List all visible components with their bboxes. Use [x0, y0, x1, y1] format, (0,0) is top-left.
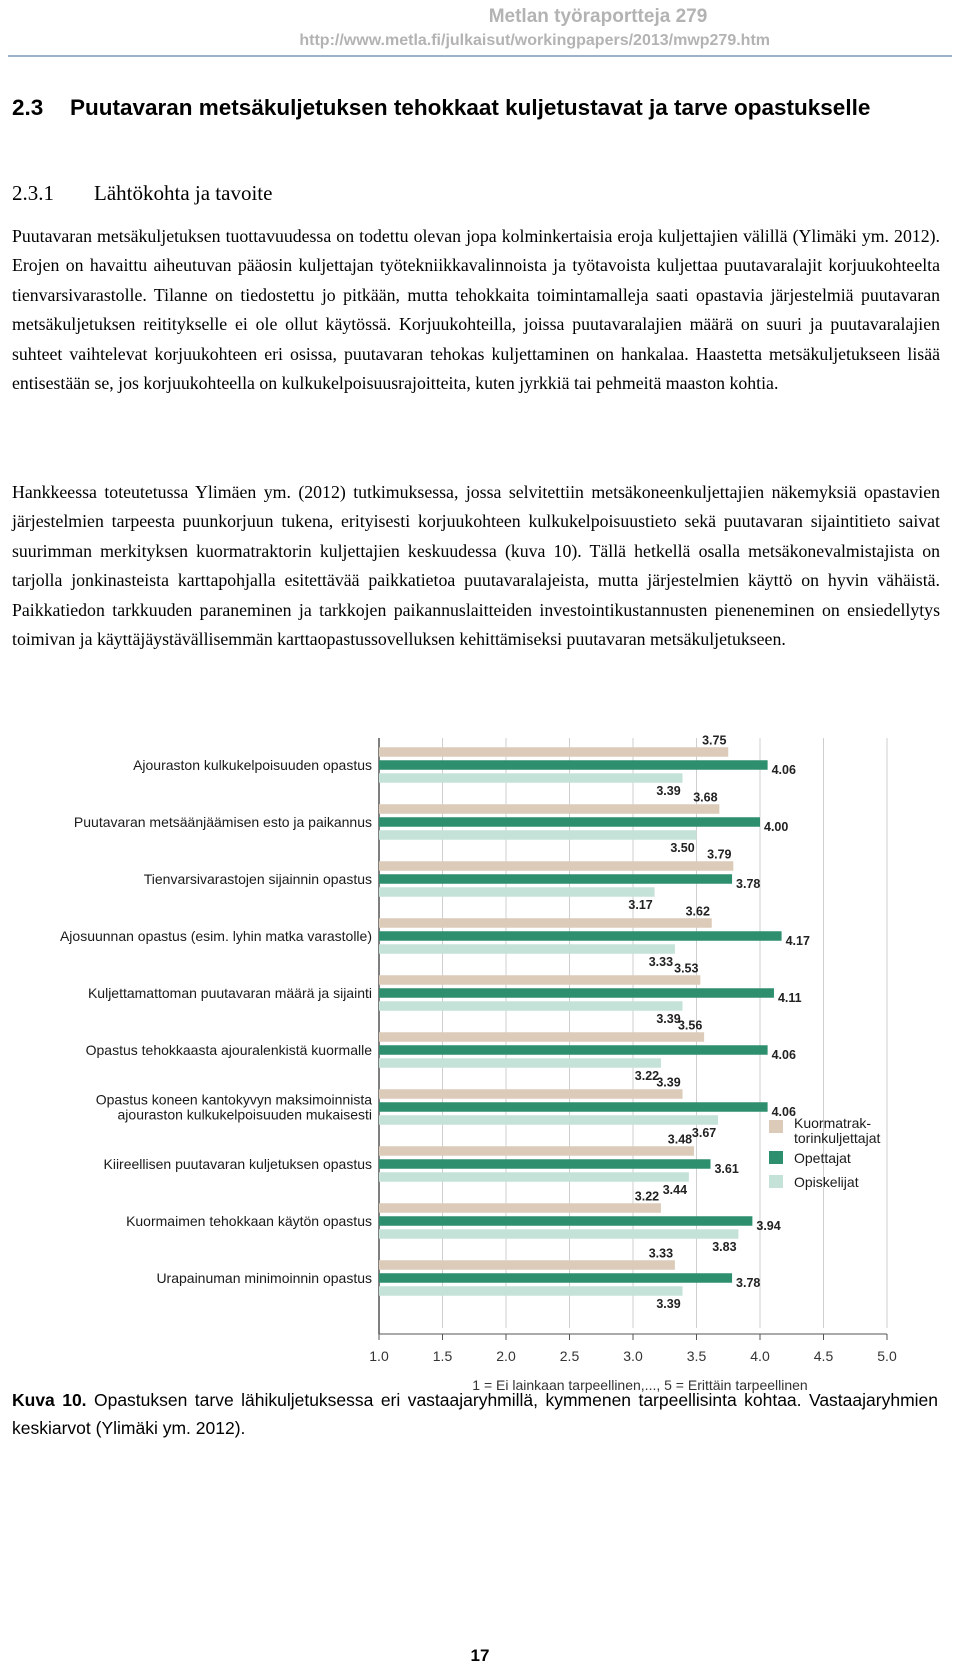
header-divider	[8, 55, 952, 57]
data-label: 3.22	[634, 1189, 660, 1204]
x-tick-label: 3.5	[686, 1348, 707, 1364]
data-label: 3.39	[656, 783, 681, 798]
legend-label: Kuormatrak-	[794, 1115, 872, 1131]
bar	[379, 1229, 738, 1239]
legend-swatch	[769, 1120, 783, 1133]
data-label: 3.33	[648, 1246, 674, 1261]
category-label: Tienvarsivarastojen sijainnin opastus	[143, 871, 372, 887]
subsection-heading	[12, 181, 272, 206]
category-label: Ajosuunnan opastus (esim. lyhin matka varastolle)	[59, 928, 372, 944]
category-label: Kiireellisen puutavaran kuljetuksen opastus	[103, 1156, 372, 1172]
bar	[379, 1172, 689, 1182]
bar	[379, 931, 782, 941]
x-tick-label: 3.0	[623, 1348, 643, 1364]
subsection-number: 2.3.1	[12, 181, 54, 205]
category-label: Opastus tehokkaasta ajouralenkistä kuormalle	[85, 1042, 372, 1058]
data-label: 3.61	[714, 1161, 739, 1176]
data-label: 3.78	[736, 876, 761, 891]
bar	[379, 1260, 675, 1270]
bar	[379, 1216, 752, 1226]
x-axis-label: 1 = Ei lainkaan tarpeellinen,..., 5 = Erittäin tarpeellinen	[472, 1377, 808, 1393]
data-label: 3.53	[674, 961, 699, 976]
bar	[379, 1159, 710, 1169]
paragraph: Puutavaran metsäkuljetuksen tuottavuudessa on todettu olevan jopa kolminkertaisia eroja kuljettajien välillä (Ylimäki ym. 2012). Erojen on havaittu aiheutuvan pääosin kuljettajan työtekniikkavalinnoista ja työtavoista kuljettaa puutavaralajit korjuukohteelta tienvarsivarastolle. Tilanne on tiedostettu jo pitkään, mutta tehokkaita toimintamalleja saati opastavia järjestelmiä puutavaran metsäkuljetuksen reititykselle ei ole ollut käytössä. Korjuukohteilla, joissa puutavaralajien määrä on suuri ja puutavaralajien suhteet vaihtelevat korjuukohteen eri osissa, puutavaran tehokas kuljettaminen on hankalaa. Haastetta metsäkuljetukseen lisää entisestään se, jos korjuukohteella on kulkukelpoisuusrajoitteita, kuten jyrkkiä tai pehmeitä maaston kohtia.	[12, 226, 940, 394]
bar	[379, 975, 700, 985]
data-label: 4.17	[785, 933, 810, 948]
data-label: 3.94	[756, 1218, 781, 1233]
data-label: 3.33	[648, 954, 674, 969]
bar	[379, 1089, 683, 1099]
x-tick-label: 1.0	[369, 1348, 389, 1364]
data-label: 4.11	[777, 990, 802, 1005]
bar	[379, 817, 760, 827]
bar	[379, 747, 728, 757]
legend-label: Opiskelijat	[794, 1174, 859, 1190]
data-label: 3.62	[685, 904, 710, 919]
paragraph: Hankkeessa toteutetussa Ylimäen ym. (2012) tutkimuksessa, jossa selvitettiin metsäkoneenkuljettajien näkemyksiä opastavien järjestelmien tarpeesta puunkorjuun tukena, erityisesti korjuukohteen kulkukelpoisuustieto sekä puutavaran sijaintitieto saivat suurimman merkityksen kuormatraktorin kuljettajien keskuudessa (kuva 10). Tällä hetkellä osalla metsäkonevalmistajista on tarjolla jonkinasteista karttapohjalla esitettävää paikkatietoa puutavaralajeista, mutta järjestelmien käyttö on hyvin vähäistä. Paikkatiedon tarkkuuden paraneminen ja tarkkojen paikannuslaitteiden investointikustannusten pieneneminen on ensiedellytys toimivan ja käyttäjäystävällisemmän karttaopastussovelluksen kehittämiseksi puutavaran metsäkuljetukseen.	[12, 482, 940, 650]
bar	[379, 887, 655, 897]
data-label: 4.06	[771, 762, 796, 777]
data-label: 4.06	[771, 1104, 796, 1119]
report-series-title: Metlan työraportteja 279	[488, 6, 708, 27]
x-tick-label: 2.5	[559, 1348, 580, 1364]
bar	[379, 1058, 661, 1068]
bar	[379, 874, 732, 884]
report-url[interactable]: http://www.metla.fi/julkaisut/workingpapers/2013/mwp279.htm	[299, 32, 770, 49]
category-label: Kuljettamattoman puutavaran määrä ja sijainti	[87, 985, 372, 1001]
bar	[379, 861, 733, 871]
data-label: 3.79	[707, 847, 732, 862]
section-heading	[12, 92, 912, 123]
data-label: 3.56	[677, 1018, 703, 1033]
bar	[379, 1203, 661, 1213]
bar	[379, 760, 768, 770]
bar	[379, 1045, 768, 1055]
data-label: 3.68	[693, 790, 718, 805]
data-label: 3.78	[736, 1275, 761, 1290]
category-label: Opastus koneen kantokyvyn maksimoinnista	[95, 1091, 372, 1108]
subsection-title: Lähtökohta ja tavoite	[94, 181, 273, 205]
bar-chart	[0, 733, 960, 1393]
x-tick-label: 2.0	[496, 1348, 516, 1364]
bar	[379, 1273, 732, 1283]
figure-caption	[12, 1386, 938, 1442]
bar	[379, 1001, 683, 1011]
data-label: 3.50	[670, 840, 695, 855]
x-tick-label: 5.0	[877, 1348, 897, 1364]
data-label: 3.75	[702, 733, 727, 748]
bar	[379, 1032, 704, 1042]
x-tick-label: 4.0	[750, 1348, 770, 1364]
bar	[379, 1286, 683, 1296]
page-number: 17	[470, 1646, 490, 1665]
category-label: Urapainuman minimoinnin opastus	[156, 1270, 372, 1286]
category-label: ajouraston kulkukelpoisuuden mukaisesti	[117, 1106, 372, 1123]
category-label: Ajouraston kulkukelpoisuuden opastus	[133, 757, 372, 773]
legend-swatch	[769, 1175, 783, 1188]
bar	[379, 773, 683, 783]
legend-label: torinkuljettajat	[794, 1130, 881, 1146]
bar	[379, 830, 697, 840]
bar	[379, 804, 719, 814]
data-label: 3.22	[634, 1068, 660, 1083]
legend-swatch	[769, 1151, 783, 1164]
x-tick-label: 4.5	[813, 1348, 834, 1364]
category-label: Puutavaran metsäänjäämisen esto ja paikannus	[73, 814, 372, 830]
data-label: 3.39	[656, 1075, 681, 1090]
x-tick-label: 1.5	[432, 1348, 453, 1364]
section-title: Puutavaran metsäkuljetuksen tehokkaat kuljetustavat ja tarve opastukselle	[70, 95, 871, 120]
data-label: 4.00	[764, 819, 789, 834]
data-label: 3.48	[667, 1132, 693, 1147]
data-label: 3.44	[662, 1182, 688, 1197]
data-label: 3.39	[656, 1011, 681, 1026]
data-label: 3.17	[628, 897, 653, 912]
category-label: Kuormaimen tehokkaan käytön opastus	[126, 1213, 372, 1229]
bar	[379, 918, 712, 928]
data-label: 3.67	[691, 1125, 717, 1140]
figure-label: Kuva 10.	[12, 1390, 87, 1410]
bar	[379, 1115, 718, 1125]
data-label: 3.39	[656, 1296, 681, 1311]
figure-caption-text: Opastuksen tarve lähikuljetuksessa eri vastaajaryhmillä, kymmenen tarpeellisinta kohtaa. Vastaajaryhmien keskiarvot (Ylimäki ym. 2012).	[12, 1390, 938, 1438]
section-number: 2.3	[12, 95, 44, 120]
data-label: 3.83	[712, 1239, 737, 1254]
bar	[379, 1102, 768, 1112]
bar	[379, 944, 675, 954]
bar	[379, 1146, 694, 1156]
bar	[379, 988, 774, 998]
legend-label: Opettajat	[794, 1150, 851, 1166]
data-label: 4.06	[771, 1047, 796, 1062]
